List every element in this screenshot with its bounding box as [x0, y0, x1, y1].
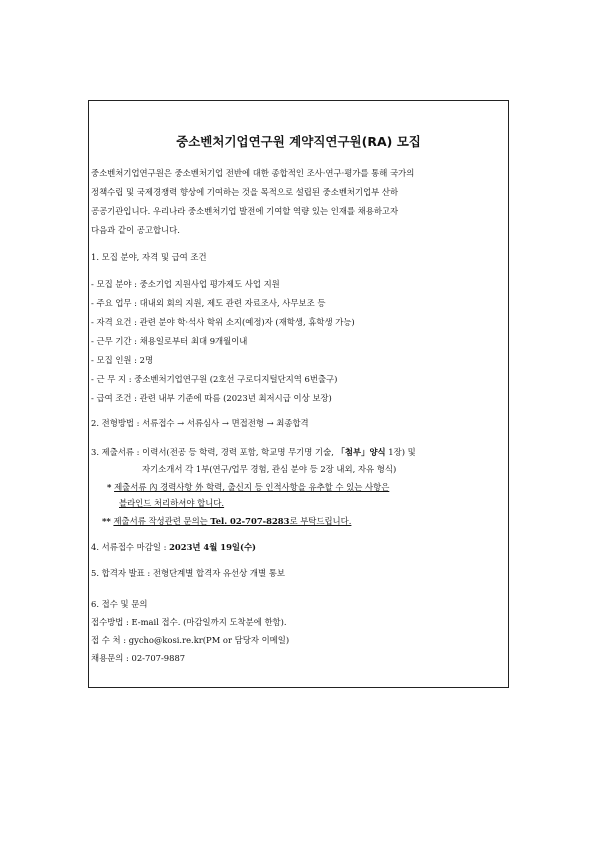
section4-label: 4. 서류접수 마감일 :	[91, 542, 170, 552]
intro-line: 다음과 같이 공고합니다.	[91, 225, 180, 235]
section3-line1	[91, 446, 416, 458]
note1-mark: *	[107, 482, 112, 492]
note2-line	[102, 515, 351, 527]
section2-heading: 2. 전형방법 : 서류접수 → 서류심사 → 면접전형 → 최종합격	[91, 418, 309, 428]
section1-item: - 자격 요건 : 관련 분야 학·석사 학위 소지(예정)자 (재학생, 휴학생 가능)	[91, 317, 355, 327]
section1-item: - 모집 인원 : 2명	[91, 355, 154, 365]
attachment-form-label: 「첨부」양식	[336, 447, 386, 457]
intro-line: 중소벤처기업연구원은 중소벤처기업 전반에 대한 종합적인 조사·연구·평가를 통해 국가의	[91, 168, 415, 178]
note2-suffix: 로 부탁드립니다.	[289, 516, 352, 526]
note1-text: 제출서류 內 경력사항 外 학력, 출신지 등 인적사항을 유추할 수 있는 사항은	[114, 482, 390, 492]
section3-line1-suffix: 1장) 및	[385, 447, 416, 457]
deadline-date: 2023년 4월 19일(수)	[169, 542, 257, 552]
section6-item: 접수방법 : E-mail 접수. (마감일까지 도착분에 한함).	[91, 617, 287, 627]
intro-line: 정책수립 및 국제경쟁력 향상에 기여하는 것을 목적으로 설립된 중소벤처기업부 산하	[91, 187, 399, 197]
note1-line2: 블라인드 처리하셔야 합니다.	[119, 498, 225, 508]
section4-line	[91, 541, 256, 553]
note2-mark: **	[102, 516, 111, 526]
section3-line1-prefix: 3. 제출서류 : 이력서(전공 등 학력, 경력 포함, 학교명 무기명 기술,	[91, 447, 337, 457]
section1-item: - 모집 분야 : 중소기업 지원사업 평가제도 사업 지원	[91, 279, 280, 289]
section6-item: 채용문의 : 02-707-9887	[91, 653, 186, 663]
section5-line: 5. 합격자 발표 : 전형단계별 합격자 유선상 개별 통보	[91, 568, 285, 578]
note2-text: 제출서류 작성관련 문의는	[113, 516, 211, 526]
contact-phone: Tel. 02-707-8283	[210, 516, 290, 526]
section1-item: - 주요 업무 : 대내외 회의 지원, 제도 관련 자료조사, 사무보조 등	[91, 298, 326, 308]
section1-item: - 근 무 지 : 중소벤처기업연구원 (2호선 구로디지털단지역 6번출구)	[91, 374, 338, 384]
section1-heading: 1. 모집 분야, 자격 및 급여 조건	[91, 252, 207, 262]
section6-item: 접 수 처 : gycho@kosi.re.kr(PM or 담당자 이메일)	[91, 635, 290, 645]
section6-heading: 6. 접수 및 문의	[91, 599, 148, 609]
notice-frame	[88, 100, 509, 688]
page-title: 중소벤처기업연구원 계약직연구원(RA) 모집	[176, 134, 421, 149]
section1-item: - 근무 기간 : 채용일로부터 최대 9개월이내	[91, 336, 248, 346]
note1-line1	[107, 481, 389, 493]
section1-item: - 급여 조건 : 관련 내부 기준에 따름 (2023년 최저시급 이상 보장)	[91, 393, 332, 403]
intro-line: 공공기관입니다. 우리나라 중소벤처기업 발전에 기여할 역량 있는 인재를 채용하고자	[91, 206, 399, 216]
section3-line2: 자기소개서 각 1부(연구/업무 경험, 관심 분야 등 2장 내외, 자유 형식)	[142, 464, 397, 474]
